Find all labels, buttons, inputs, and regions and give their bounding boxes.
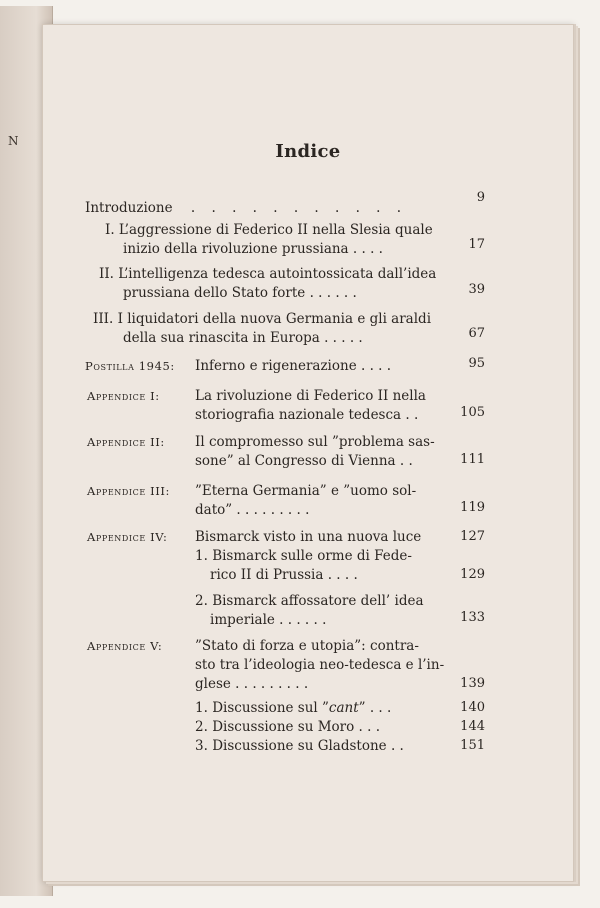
toc-app5-sub1-em: cant xyxy=(328,700,359,716)
toc-app2-label: Appendice II: xyxy=(87,435,165,449)
page-title: Indice xyxy=(275,141,341,162)
toc-app5-sub1-post: ” . . . xyxy=(358,700,392,716)
toc-app5-sub1-pre: Discussione sul ” xyxy=(212,700,329,716)
toc-ch1-line2: inizio della rivoluzione prussiana . . . . xyxy=(123,241,383,257)
book-page xyxy=(42,24,574,882)
toc-app4-sub1-page: 129 xyxy=(460,567,485,582)
toc-ch2-line1 xyxy=(99,265,436,283)
toc-app4-sub2-num: 2. xyxy=(195,593,208,609)
toc-intro-page: 9 xyxy=(476,190,485,205)
toc-app4-sub2-title: Bismarck affossatore dell’ idea xyxy=(212,593,424,609)
toc-app5-sub3-text: Discussione su Gladstone . . xyxy=(212,738,404,754)
toc-app3-page: 119 xyxy=(460,500,485,515)
toc-app5-page: 139 xyxy=(460,676,485,691)
toc-app3-line2: dato” . . . . . . . . . xyxy=(195,502,310,518)
toc-intro-dots: . . . . . . . . . . . xyxy=(190,200,408,216)
toc-ch3-page: 67 xyxy=(468,326,485,341)
toc-app5-sub1-num: 1. xyxy=(195,700,208,716)
toc-app5-sub2-text: Discussione su Moro . . . xyxy=(212,719,380,735)
toc-app5-sub3-page: 151 xyxy=(460,738,485,753)
toc-app4-sub1-title: Bismarck sulle orme di Fede- xyxy=(212,548,412,564)
toc-app3-label: Appendice III: xyxy=(87,484,171,498)
toc-app5-sub1 xyxy=(195,699,391,717)
left-page-mark: N xyxy=(8,134,19,148)
toc-ch3-line2: della sua rinascita in Europa . . . . . xyxy=(123,330,363,346)
toc-ch3-title: I liquidatori della nuova Germania e gli araldi xyxy=(117,311,432,327)
toc-app3-line1: ”Eterna Germania” e ”uomo sol- xyxy=(195,483,417,499)
toc-app5-sub2-page: 144 xyxy=(460,719,485,734)
toc-app1-line1: La rivoluzione di Federico II nella xyxy=(195,388,426,404)
toc-app5-sub3 xyxy=(195,737,404,755)
toc-app5-sub1-page: 140 xyxy=(460,700,485,715)
toc-app4-line1: Bismarck visto in una nuova luce xyxy=(195,529,422,545)
toc-app4-sub2-line1 xyxy=(195,592,424,610)
toc-app5-line2: sto tra l’ideologia neo-tedesca e l’in- xyxy=(195,657,445,673)
toc-ch1-page: 17 xyxy=(468,237,485,252)
toc-app4-sub1-line1 xyxy=(195,547,412,565)
toc-ch3-num: III. xyxy=(93,311,114,327)
toc-ch3-line1 xyxy=(93,310,431,328)
toc-app1-label: Appendice I: xyxy=(87,389,160,403)
toc-app2-line2: sone” al Congresso di Vienna . . xyxy=(195,453,413,469)
toc-entry-intro xyxy=(85,199,407,217)
toc-app4-label: Appendice IV: xyxy=(87,530,168,544)
toc-app5-label: Appendice V: xyxy=(87,639,163,653)
toc-app4-sub2-page: 133 xyxy=(460,610,485,625)
toc-app5-line3: glese . . . . . . . . . xyxy=(195,676,309,692)
toc-postilla-page: 95 xyxy=(468,356,485,371)
toc-app2-page: 111 xyxy=(460,452,485,467)
toc-intro-text: Introduzione xyxy=(85,200,173,216)
toc-ch2-page: 39 xyxy=(468,282,485,297)
toc-postilla-text: Inferno e rigenerazione . . . . xyxy=(195,358,392,374)
toc-app5-sub2 xyxy=(195,718,380,736)
toc-app1-line2: storiografia nazionale tedesca . . xyxy=(195,407,419,423)
toc-app4-sub1-num: 1. xyxy=(195,548,208,564)
toc-ch1-title: L’aggressione di Federico II nella Slesia quale xyxy=(118,222,433,238)
toc-app4-sub1-line2: rico II di Prussia . . . . xyxy=(210,567,358,583)
toc-ch2-title: L’intelligenza tedesca autointossicata dall’idea xyxy=(118,266,437,282)
toc-ch1-line1 xyxy=(105,221,433,239)
toc-postilla-label: Postilla 1945: xyxy=(85,359,175,373)
table-of-contents xyxy=(43,25,573,881)
toc-app4-page: 127 xyxy=(460,529,485,544)
toc-ch2-num: II. xyxy=(99,266,114,282)
toc-app2-line1: Il compromesso sul ”problema sas- xyxy=(195,434,435,450)
toc-app4-sub2-line2: imperiale . . . . . . xyxy=(210,612,327,628)
toc-app1-page: 105 xyxy=(460,405,485,420)
toc-app5-sub3-num: 3. xyxy=(195,738,208,754)
toc-app5-sub2-num: 2. xyxy=(195,719,208,735)
toc-ch2-line2: prussiana dello Stato forte . . . . . . xyxy=(123,285,357,301)
toc-ch1-num: I. xyxy=(105,222,115,238)
toc-app5-line1: ”Stato di forza e utopia”: contra- xyxy=(195,638,419,654)
